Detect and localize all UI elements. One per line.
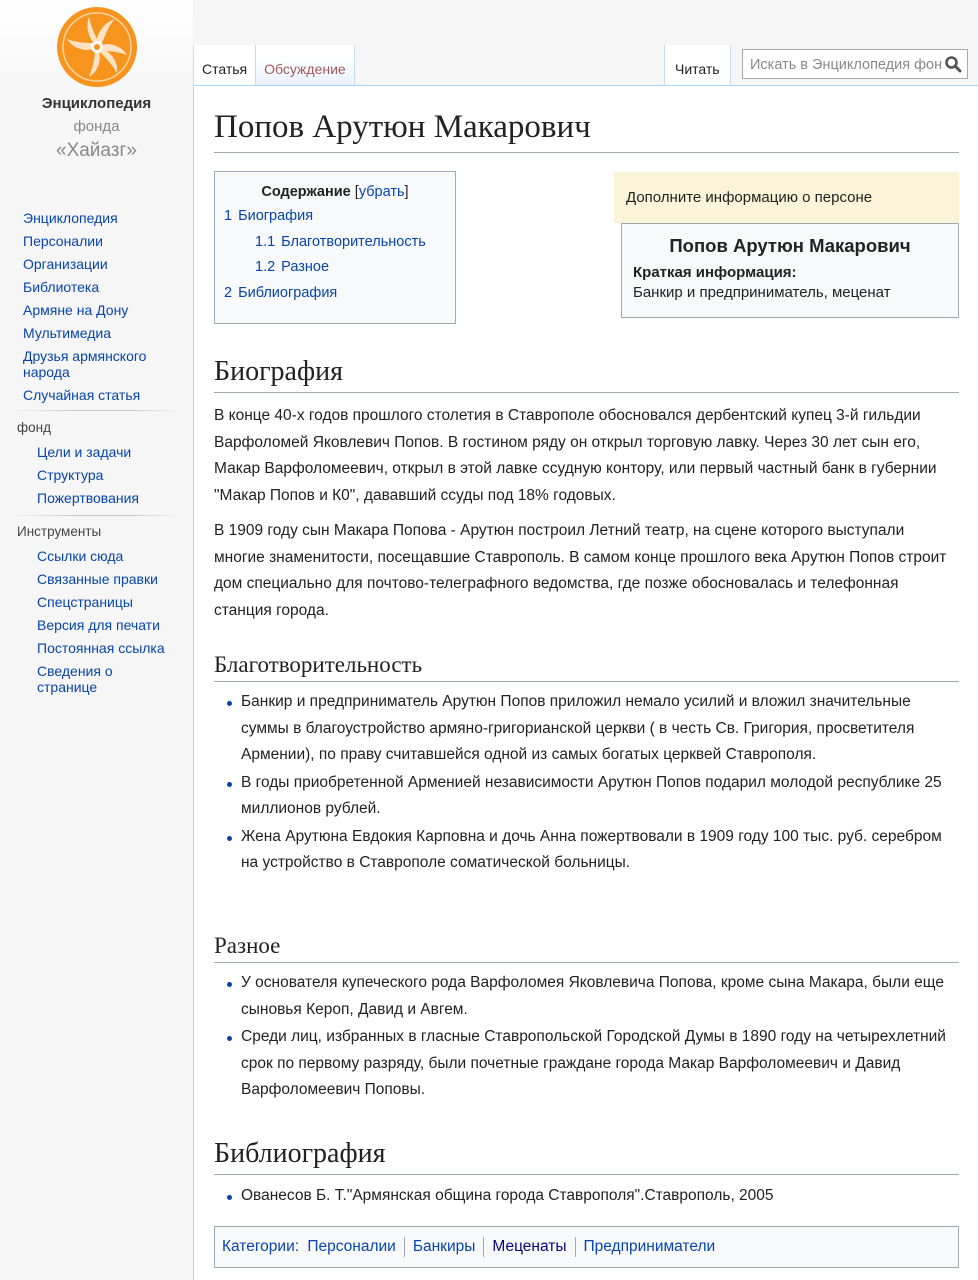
sidebar-heading-tools: Инструменты	[17, 524, 102, 539]
sidebar-link[interactable]: Организации	[23, 256, 108, 272]
sidebar-link[interactable]: Персоналии	[23, 233, 103, 249]
sidebar-item-armenians-on-don[interactable]	[23, 302, 193, 318]
misc-list	[214, 970, 959, 1105]
infobox	[621, 223, 959, 318]
sidebar-item-page-info[interactable]	[37, 663, 127, 695]
sidebar-link[interactable]: Мультимедиа	[23, 325, 111, 341]
article-content	[193, 85, 978, 1280]
tab-article[interactable]: Статья	[193, 45, 256, 85]
toc-item-charity[interactable]	[224, 234, 455, 250]
category-separator	[483, 1237, 484, 1257]
tab-discussion[interactable]: Обсуждение	[256, 45, 355, 85]
sidebar-link[interactable]: Ссылки сюда	[37, 548, 124, 564]
notice-banner: Дополните информацию о персоне	[614, 172, 959, 223]
toc-item-bibliography[interactable]	[224, 285, 455, 301]
sidebar-item-persons[interactable]	[23, 233, 193, 249]
sidebar-link[interactable]: Спецстраницы	[37, 594, 133, 610]
list-item: У основателя купеческого рода Варфоломея Яковлевича Попова, кроме сына Макара, были еще сыновья Кероп, Давид и Авгем.	[214, 970, 959, 1023]
biography-paragraph: В конце 40-х годов прошлого столетия в Ставрополе обосновался дербентский купец 3-й гильдии Варфоломей Яковлевич Попов. В гостином ряду он открыл торговую лавку. Через 30 лет сын его, Макар Варфоломеевич, открыл в этой лавке ссудную контору, или первый частный банк в губернии "Макар Попов и К0", дававший ссуды под 18% годовых.	[214, 407, 937, 504]
sidebar-section-tools	[0, 524, 193, 702]
namespace-tabs	[193, 45, 355, 85]
sidebar-link[interactable]: Цели и задачи	[37, 444, 132, 460]
sidebar-link[interactable]: Армяне на Дону	[23, 302, 129, 318]
search-input[interactable]	[748, 51, 944, 79]
section-heading-bibliography: Библиография	[214, 1136, 959, 1175]
category-link-persons[interactable]: Персоналии	[307, 1238, 396, 1255]
charity-list	[214, 689, 959, 878]
sidebar-link[interactable]: Сведения о странице	[37, 663, 113, 695]
sidebar-item-special-pages[interactable]	[37, 594, 193, 610]
toc-title: Содержание	[261, 184, 351, 200]
sidebar-link[interactable]: Друзья армянского народа	[23, 348, 147, 380]
section-heading-misc: Разное	[214, 932, 959, 963]
toc-label[interactable]: Разное	[281, 259, 330, 275]
categories-label[interactable]: Категории	[222, 1238, 295, 1255]
list-item: В годы приобретенной Арменией независимости Арутюн Попов подарил молодой республике 25 миллионов рублей.	[214, 770, 959, 823]
table-of-contents	[214, 171, 456, 324]
categories-label-link[interactable]: Категории:	[222, 1238, 300, 1255]
toc-label[interactable]: Библиография	[238, 284, 338, 301]
bibliography-list	[214, 1183, 959, 1211]
sidebar-item-permalink[interactable]	[37, 640, 193, 656]
category-separator	[404, 1237, 405, 1257]
toc-bracket-close: ]	[404, 184, 409, 200]
sidebar-item-encyclopedia[interactable]	[23, 210, 193, 226]
toc-toggle-link[interactable]: убрать	[358, 184, 405, 200]
sidebar-divider	[12, 410, 182, 411]
sidebar-item-goals[interactable]	[37, 444, 193, 460]
category-link-bankers[interactable]: Банкиры	[412, 1238, 476, 1255]
category-links	[214, 1226, 959, 1268]
sidebar-link[interactable]: Связанные правки	[37, 571, 158, 587]
list-item: Банкир и предприниматель Арутюн Попов приложил немало усилий и вложил значительные суммы в благоустройство армяно-григорианской церкви ( в честь Св. Григория, просветителя Армении), по праву считавшейся одной из самых богатых церквей Ставрополя.	[214, 689, 959, 769]
toc-header	[215, 184, 455, 200]
sidebar-item-library[interactable]	[23, 279, 193, 295]
list-item: Ованесов Б. Т."Армянская община города Ставрополя".Ставрополь, 2005	[214, 1183, 959, 1210]
sidebar-item-multimedia[interactable]	[23, 325, 193, 341]
sidebar-item-what-links-here[interactable]	[37, 548, 193, 564]
logo-text-line3: «Хайазг»	[56, 140, 137, 161]
toc-list	[215, 208, 455, 301]
section-heading-biography: Биография	[214, 354, 959, 393]
biography-paragraph: В 1909 году сын Макара Попова - Арутюн построил Летний театр, на сцене которого выступали многие знаменитости, посещавшие Ставрополь. В самом конце прошлого века Арутюн Попов строит дом специально для почтово-телеграфного ведомства, где позже обосновалась и телефонная станция города.	[214, 522, 947, 619]
sidebar-link[interactable]: Энциклопедия	[23, 210, 118, 226]
sidebar-link[interactable]: Библиотека	[23, 279, 100, 295]
toc-number: 2	[224, 284, 233, 301]
logo-text-line1: Энциклопедия	[41, 95, 152, 112]
sidebar-divider	[12, 515, 182, 516]
search-icon[interactable]	[944, 55, 962, 78]
sidebar-item-related-changes[interactable]	[37, 571, 193, 587]
sidebar-link[interactable]: Постоянная ссылка	[37, 640, 165, 656]
sidebar-link[interactable]: Версия для печати	[37, 617, 160, 633]
left-panel	[0, 0, 193, 1280]
sidebar-item-printable[interactable]	[37, 617, 193, 633]
search-box	[742, 49, 968, 79]
sidebar-heading-fond: фонд	[17, 420, 51, 435]
sidebar-item-friends[interactable]	[23, 348, 163, 380]
logo-text-line2: фонда	[73, 118, 120, 135]
category-link-patrons[interactable]: Меценаты	[492, 1238, 567, 1255]
infobox-label: Краткая информация:	[633, 264, 797, 281]
list-item: Среди лиц, избранных в гласные Ставропольской Городской Думы в 1890 году на четырехлетний срок по первому разряду, были почетные граждане города Макар Варфоломеевич и Давид Варфоломеевич Поповы.	[214, 1024, 959, 1104]
tab-read[interactable]: Читать	[664, 45, 731, 85]
sidebar-link[interactable]: Пожертвования	[37, 490, 139, 506]
page-title: Попов Арутюн Макарович	[214, 106, 959, 153]
sidebar-section-fond	[0, 420, 193, 513]
toc-number: 1.2	[255, 259, 276, 275]
category-link-entrepreneurs[interactable]: Предприниматели	[583, 1238, 716, 1255]
sidebar-item-organizations[interactable]	[23, 256, 193, 272]
sidebar-item-donations[interactable]	[37, 490, 193, 506]
view-tabs	[664, 45, 731, 85]
infobox-name: Попов Арутюн Макарович	[669, 235, 911, 256]
logo-emblem-icon	[55, 5, 139, 89]
sidebar-item-structure[interactable]	[37, 467, 193, 483]
sidebar-link[interactable]: Случайная статья	[23, 387, 141, 403]
toc-number: 1	[224, 208, 233, 224]
toc-bracket-open: [	[354, 184, 359, 200]
section-heading-charity: Благотворительность	[214, 651, 959, 682]
category-separator	[575, 1237, 576, 1257]
toc-label[interactable]: Биография	[238, 208, 314, 224]
infobox-value: Банкир и предприниматель, меценат	[633, 284, 891, 301]
toc-item-misc[interactable]	[224, 259, 455, 275]
sidebar-link[interactable]: Структура	[37, 467, 104, 483]
sidebar-navigation	[0, 210, 193, 410]
site-logo[interactable]	[0, 0, 193, 170]
toc-label[interactable]: Благотворительность	[281, 233, 426, 250]
list-item: Жена Арутюна Евдокия Карповна и дочь Анна пожертвовали в 1909 году 100 тыс. руб. серебром на устройство в Ставрополе соматической больницы.	[214, 824, 959, 877]
sidebar-item-random-article[interactable]	[23, 387, 193, 403]
toc-number: 1.1	[255, 233, 276, 250]
toc-item-biography[interactable]	[224, 208, 455, 224]
